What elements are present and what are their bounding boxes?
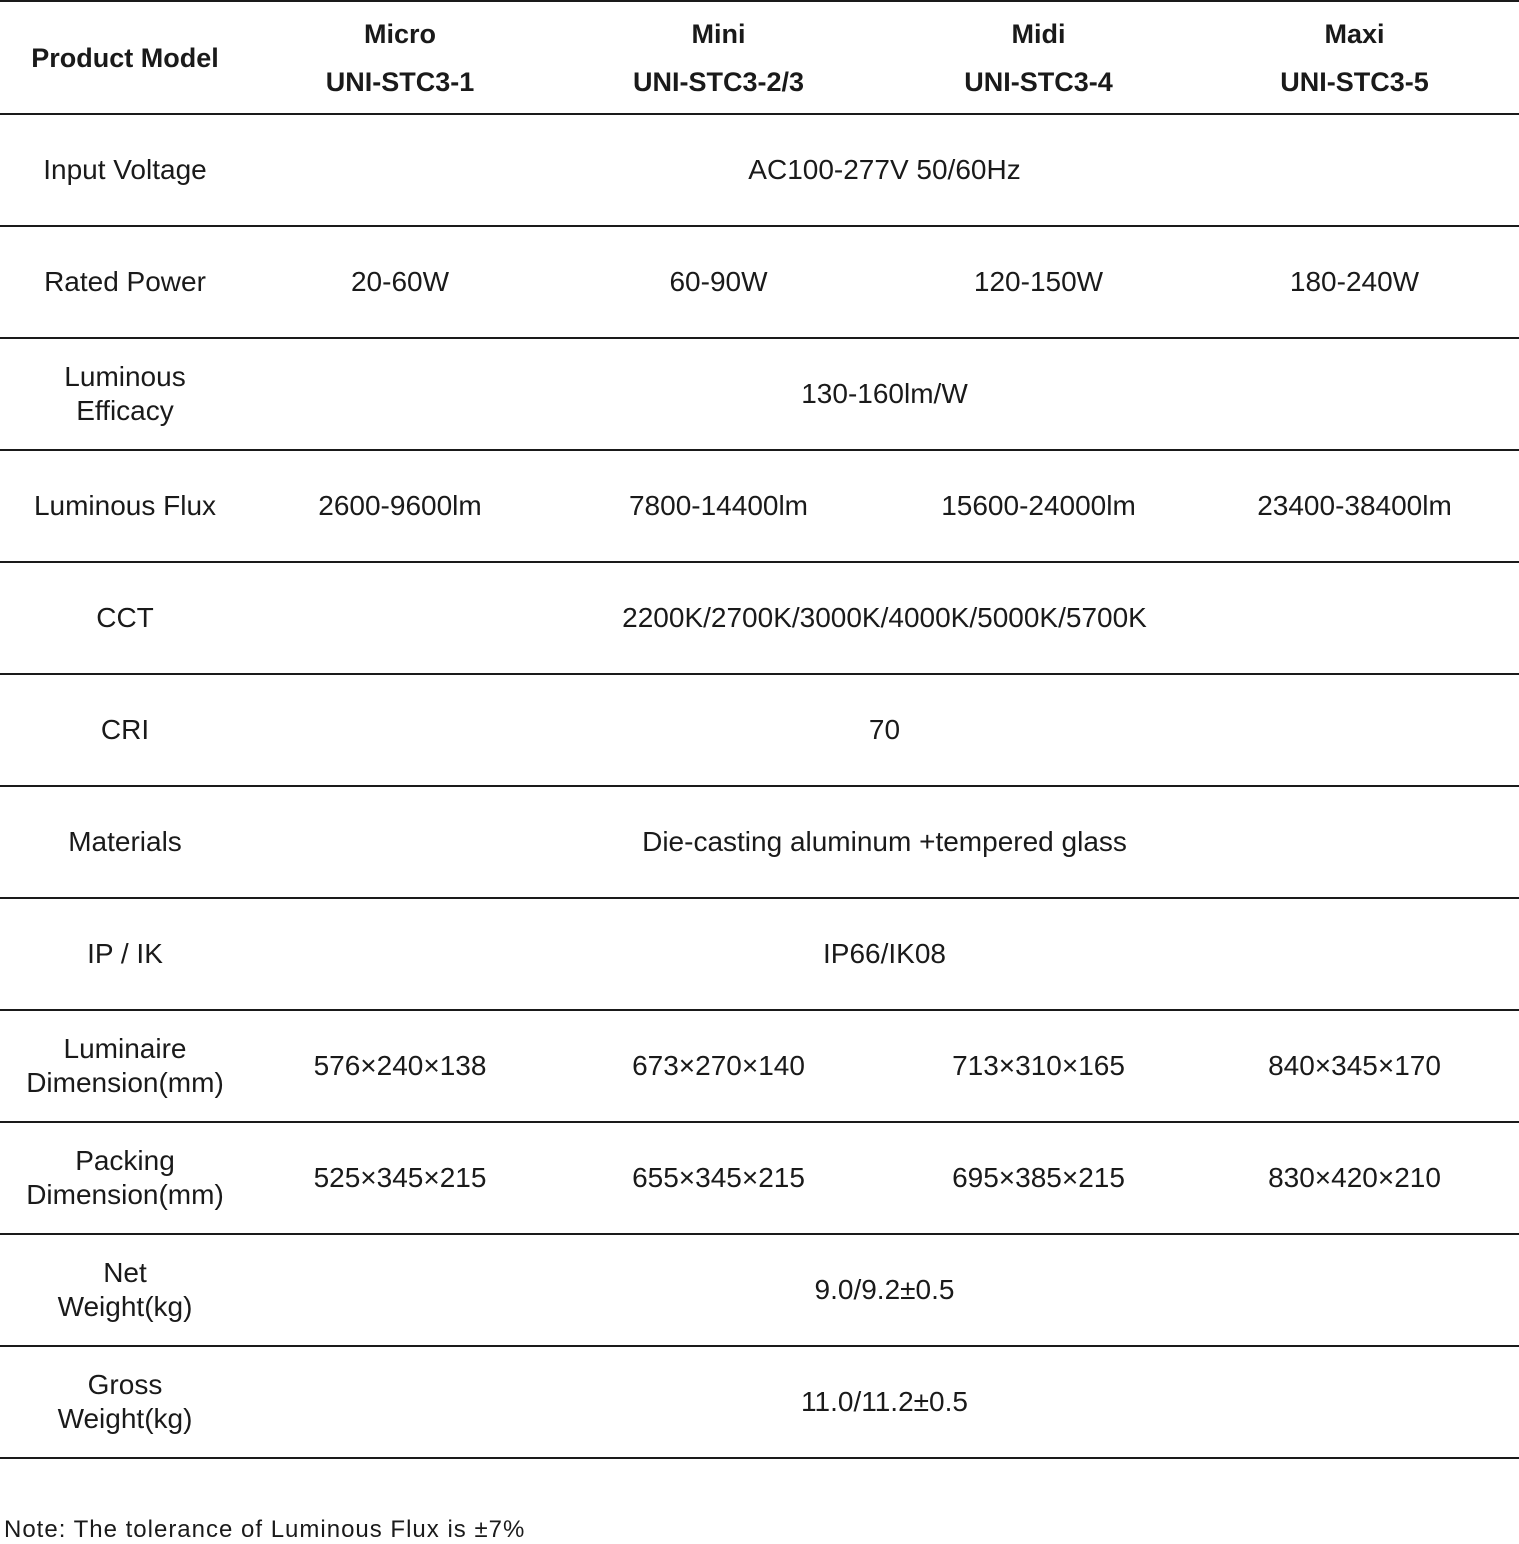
model-micro (250, 1, 550, 114)
model-midi (887, 1, 1190, 114)
row-label: Luminous Efficacy (64, 361, 186, 426)
row-ip-ik (0, 898, 1519, 1010)
row-label: CCT (96, 602, 154, 633)
row-input-voltage (0, 114, 1519, 226)
model-mini (550, 1, 887, 114)
row-luminous-flux (0, 450, 1519, 562)
row-cct (0, 562, 1519, 674)
row-rated-power (0, 226, 1519, 338)
row-value: IP66/IK08 (823, 938, 946, 969)
row-value: 120-150W (973, 266, 1104, 297)
row-label: CRI (100, 714, 150, 745)
row-value: 70 (868, 714, 901, 745)
row-label: Luminaire Dimension(mm) (26, 1033, 224, 1098)
model-code: UNI-STC3-4 (964, 66, 1113, 97)
row-value: 673×270×140 (632, 1050, 805, 1081)
row-value: 713×310×165 (952, 1050, 1125, 1081)
model-code: UNI-STC3-1 (325, 66, 475, 97)
row-value: 60-90W (669, 266, 768, 297)
row-value: 840×345×170 (1268, 1050, 1441, 1081)
row-label: Net Weight(kg) (57, 1257, 193, 1322)
row-cri (0, 674, 1519, 786)
row-value: 525×345×215 (313, 1162, 487, 1193)
model-name: Maxi (1324, 18, 1385, 49)
row-label: IP / IK (87, 938, 163, 969)
row-label: Luminous Flux (33, 490, 217, 521)
row-gross-weight (0, 1346, 1519, 1458)
row-luminous-efficacy (0, 338, 1519, 450)
row-luminaire-dimension (0, 1010, 1519, 1122)
row-net-weight (0, 1234, 1519, 1346)
row-value: 2200K/2700K/3000K/4000K/5000K/5700K (622, 602, 1147, 633)
row-value: 2600-9600lm (318, 490, 482, 521)
row-value: 7800-14400lm (628, 490, 809, 521)
row-value: 180-240W (1289, 266, 1420, 297)
row-label: Packing Dimension(mm) (26, 1145, 224, 1210)
row-value: 23400-38400lm (1257, 490, 1452, 521)
row-label: Gross Weight(kg) (57, 1369, 193, 1434)
row-value: 576×240×138 (313, 1050, 487, 1081)
row-materials (0, 786, 1519, 898)
row-packing-dimension (0, 1122, 1519, 1234)
row-value: Die-casting aluminum +tempered glass (642, 826, 1127, 857)
row-value: 655×345×215 (632, 1162, 805, 1193)
row-value: 11.0/11.2±0.5 (801, 1386, 968, 1417)
row-value: 9.0/9.2±0.5 (814, 1274, 955, 1305)
row-label: Materials (68, 826, 182, 857)
row-label: Input Voltage (43, 154, 207, 185)
row-label: Rated Power (44, 266, 206, 297)
row-value: 130-160lm/W (801, 378, 968, 409)
model-name: Micro (363, 18, 436, 49)
row-value: 20-60W (350, 266, 450, 297)
row-value: AC100-277V 50/60Hz (748, 154, 1021, 185)
model-name: Midi (1011, 18, 1066, 49)
model-code: UNI-STC3-2/3 (632, 66, 805, 97)
row-value: 695×385×215 (952, 1162, 1125, 1193)
row-value: 830×420×210 (1268, 1162, 1441, 1193)
tolerance-note: Note: The tolerance of Luminous Flux is ±7% (4, 1516, 526, 1543)
model-name: Mini (691, 18, 746, 49)
product-model-label: Product Model (31, 42, 219, 73)
header-row (0, 1, 1519, 114)
row-value: 15600-24000lm (941, 490, 1136, 521)
model-maxi (1190, 1, 1519, 114)
model-code: UNI-STC3-5 (1280, 66, 1429, 97)
